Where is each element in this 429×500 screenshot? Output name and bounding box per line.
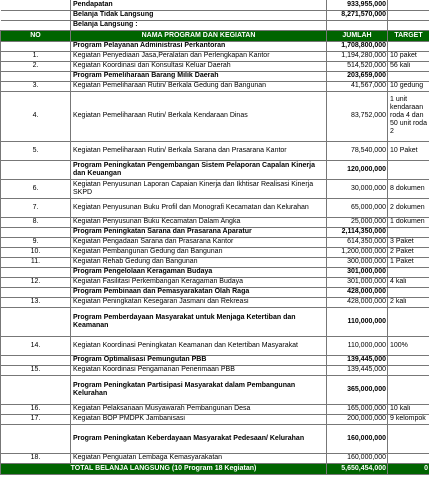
total-row [1, 463, 429, 474]
row-no: 10. [1, 247, 71, 257]
activity-row [1, 247, 429, 257]
activity-row [1, 179, 429, 198]
row-no: 3. [1, 81, 71, 91]
row-target [388, 365, 429, 375]
direct-spending-row [1, 20, 429, 30]
direct-spending-amount [327, 20, 388, 30]
program-row [1, 355, 429, 365]
header-target: TARGET [388, 30, 429, 41]
total-target: 0 [388, 463, 429, 474]
table-header [1, 30, 429, 41]
direct-spending-label: Belanja Langsung : [71, 20, 327, 30]
row-target: 2 Paket [388, 247, 429, 257]
program-row [1, 71, 429, 81]
row-amount: 120,000,000 [327, 160, 388, 179]
activity-row [1, 257, 429, 267]
row-target: 2 dokumen [388, 198, 429, 217]
row-name: Kegiatan Pembangunan Gedung dan Bangunan [71, 247, 327, 257]
row-amount: 110,000,000 [327, 307, 388, 336]
activity-row [1, 297, 429, 307]
row-target [388, 453, 429, 463]
row-amount: 160,000,000 [327, 453, 388, 463]
activity-row [1, 81, 429, 91]
row-no [1, 307, 71, 336]
row-no: 9. [1, 237, 71, 247]
row-name: Kegiatan Koordinasi dan Konsultasi Keluar Daerah [71, 61, 327, 71]
row-name: Program Peningkatan Partisipasi Masyarakat dalam Pembangunan Kelurahan [71, 375, 327, 404]
row-no: 15. [1, 365, 71, 375]
activity-row [1, 51, 429, 61]
row-amount: 301,000,000 [327, 267, 388, 277]
row-target: 8 dokumen [388, 179, 429, 198]
row-target: 1 dokumen [388, 217, 429, 227]
row-no: 16. [1, 404, 71, 414]
row-name: Program Pembinaan dan Pemasyarakatan Olah Raga [71, 287, 327, 297]
indirect-spending-amount: 8,271,570,000 [327, 10, 388, 20]
activity-row [1, 453, 429, 463]
row-no: 11. [1, 257, 71, 267]
row-amount: 203,659,000 [327, 71, 388, 81]
row-target [388, 267, 429, 277]
row-no: 17. [1, 414, 71, 424]
row-name: Program Pengelolaan Keragaman Budaya [71, 267, 327, 277]
activity-row [1, 404, 429, 414]
row-target: 10 kali [388, 404, 429, 414]
row-amount: 301,000,000 [327, 277, 388, 287]
row-target: 100% [388, 336, 429, 355]
row-amount: 139,445,000 [327, 355, 388, 365]
row-name: Kegiatan Fasilitasi Perkembangan Keragaman Budaya [71, 277, 327, 287]
row-target: 1 Paket [388, 257, 429, 267]
row-name: Program Peningkatan Keberdayaan Masyarakat Pedesaan/ Kelurahan [71, 424, 327, 453]
row-target [388, 227, 429, 237]
row-name: Program Peningkatan Sarana dan Prasarana Aparatur [71, 227, 327, 237]
activity-row [1, 91, 429, 141]
row-target [388, 424, 429, 453]
activity-row [1, 141, 429, 160]
row-amount: 83,752,000 [327, 91, 388, 141]
row-amount: 428,000,000 [327, 287, 388, 297]
activity-row [1, 217, 429, 227]
activity-row [1, 336, 429, 355]
row-name: Program Pemberdayaan Masyarakat untuk Menjaga Ketertiban dan Keamanan [71, 307, 327, 336]
row-name: Kegiatan Koordinasi Peningkatan Keamanan dan Ketertiban Masyarakat [71, 336, 327, 355]
row-amount: 2,114,350,000 [327, 227, 388, 237]
row-amount: 160,000,000 [327, 424, 388, 453]
row-no: 6. [1, 179, 71, 198]
row-name: Kegiatan Pelaksanaan Musyawarah Pembangunan Desa [71, 404, 327, 414]
row-target [388, 71, 429, 81]
program-row [1, 307, 429, 336]
row-no: 8. [1, 217, 71, 227]
row-no: 18. [1, 453, 71, 463]
activity-row [1, 414, 429, 424]
income-amount: 933,955,000 [327, 0, 388, 10]
row-target: 1 unit kendaraan roda 4 dan 50 unit roda 2 [388, 91, 429, 141]
row-no: 2. [1, 61, 71, 71]
row-no [1, 267, 71, 277]
row-no: 7. [1, 198, 71, 217]
activity-row [1, 61, 429, 71]
income-row [1, 0, 429, 10]
activity-row [1, 277, 429, 287]
row-no [1, 355, 71, 365]
total-label: TOTAL BELANJA LANGSUNG (10 Program 18 Kegiatan) [1, 463, 327, 474]
row-no: 1. [1, 51, 71, 61]
row-amount: 41,567,000 [327, 81, 388, 91]
program-row [1, 287, 429, 297]
row-target: 10 gedung [388, 81, 429, 91]
row-amount: 1,200,000,000 [327, 247, 388, 257]
row-target [388, 287, 429, 297]
row-name: Kegiatan Pemeliharaan Rutin/ Berkala Sarana dan Prasarana Kantor [71, 141, 327, 160]
row-no [1, 424, 71, 453]
row-no: 12. [1, 277, 71, 287]
row-name: Kegiatan Koordinasi Pengamanan Penerimaan PBB [71, 365, 327, 375]
row-no [1, 375, 71, 404]
row-name: Program Pemeliharaan Barang Milik Daerah [71, 71, 327, 81]
income-label: Pendapatan [71, 0, 327, 10]
row-amount: 110,000,000 [327, 336, 388, 355]
row-amount: 614,350,000 [327, 237, 388, 247]
row-amount: 1,708,800,000 [327, 41, 388, 51]
row-no [1, 160, 71, 179]
row-name: Kegiatan Penyusunan Buku Profil dan Monografi Kecamatan dan Kelurahan [71, 198, 327, 217]
row-amount: 200,000,000 [327, 414, 388, 424]
row-name: Kegiatan Peningkatan Kesegaran Jasmani dan Rekreasi [71, 297, 327, 307]
row-name: Kegiatan Pemeliharaan Rutin/ Berkala Gedung dan Bangunan [71, 81, 327, 91]
row-amount: 1,194,280,000 [327, 51, 388, 61]
program-row [1, 424, 429, 453]
row-no [1, 227, 71, 237]
row-name: Program Pelayanan Administrasi Perkantoran [71, 41, 327, 51]
row-amount: 78,540,000 [327, 141, 388, 160]
row-no [1, 71, 71, 81]
row-target [388, 307, 429, 336]
row-no [1, 41, 71, 51]
row-amount: 514,520,000 [327, 61, 388, 71]
row-amount: 300,000,000 [327, 257, 388, 267]
indirect-spending-label: Belanja Tidak Langsung [71, 10, 327, 20]
row-amount: 365,000,000 [327, 375, 388, 404]
row-name: Kegiatan Penguatan Lembaga Kemasyarakatan [71, 453, 327, 463]
row-name: Kegiatan Penyusunan Buku Kecamatan Dalam Angka [71, 217, 327, 227]
header-program: NAMA PROGRAM DAN KEGIATAN [71, 30, 327, 41]
activity-row [1, 198, 429, 217]
row-name: Kegiatan Penyediaan Jasa,Peralatan dan Perlengkapan Kantor [71, 51, 327, 61]
activity-row [1, 237, 429, 247]
row-target [388, 375, 429, 404]
row-no: 5. [1, 141, 71, 160]
row-amount: 65,000,000 [327, 198, 388, 217]
row-target: 10 Paket [388, 141, 429, 160]
row-no: 4. [1, 91, 71, 141]
row-amount: 165,000,000 [327, 404, 388, 414]
row-no: 14. [1, 336, 71, 355]
row-target: 4 kali [388, 277, 429, 287]
row-name: Program Peningkatan Pengembangan Sistem Pelaporan Capalan Kinerja dan Keuangan [71, 160, 327, 179]
row-target: 9 kelompok [388, 414, 429, 424]
program-row [1, 227, 429, 237]
row-no [1, 287, 71, 297]
row-amount: 30,000,000 [327, 179, 388, 198]
row-target: 3 Paket [388, 237, 429, 247]
row-name: Kegiatan Pengadaan Sarana dan Prasarana Kantor [71, 237, 327, 247]
program-row [1, 267, 429, 277]
row-amount: 139,445,000 [327, 365, 388, 375]
header-no: NO [1, 30, 71, 41]
row-target: 56 kali [388, 61, 429, 71]
row-target [388, 160, 429, 179]
indirect-spending-row [1, 10, 429, 20]
row-name: Kegiatan BOP PMDPK Jambanisasi [71, 414, 327, 424]
row-amount: 428,000,000 [327, 297, 388, 307]
row-name: Kegiatan Penyusunan Laporan Capaian Kinerja dan Ikhtisar Realisasi Kinerja SKPD [71, 179, 327, 198]
row-name: Kegiatan Pemeliharaan Rutin/ Berkala Kendaraan Dinas [71, 91, 327, 141]
program-row [1, 160, 429, 179]
total-amount: 5,650,454,000 [327, 463, 388, 474]
row-target: 10 paket [388, 51, 429, 61]
header-jumlah: JUMLAH [327, 30, 388, 41]
row-target [388, 355, 429, 365]
row-no: 13. [1, 297, 71, 307]
program-row [1, 41, 429, 51]
activity-row [1, 365, 429, 375]
row-target: 2 kali [388, 297, 429, 307]
row-target [388, 41, 429, 51]
program-row [1, 375, 429, 404]
row-name: Kegiatan Rehab Gedung dan Bangunan [71, 257, 327, 267]
row-amount: 25,000,000 [327, 217, 388, 227]
row-name: Program Optimalisasi Pemungutan PBB [71, 355, 327, 365]
